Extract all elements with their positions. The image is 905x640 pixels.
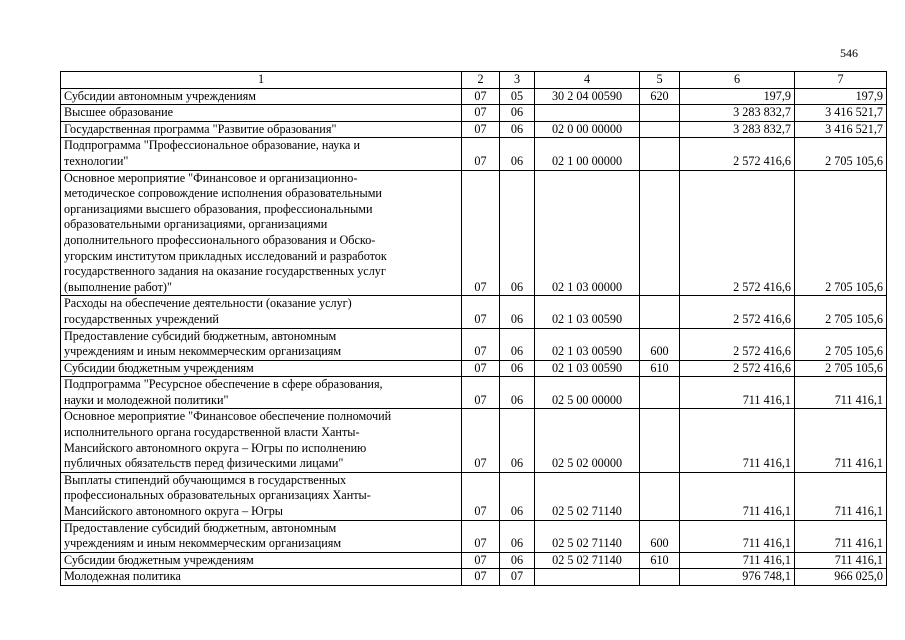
expense-type-cell: 600 bbox=[640, 328, 680, 360]
amount-year-2-cell: 3 416 521,7 bbox=[795, 105, 887, 122]
section-cell: 07 bbox=[462, 328, 500, 360]
row-name-cell bbox=[61, 121, 462, 138]
column-header-expense-type: 5 bbox=[640, 72, 680, 89]
target-article-cell: 02 5 02 71140 bbox=[535, 472, 640, 520]
amount-year-1-cell: 2 572 416,6 bbox=[680, 170, 795, 296]
column-header-target-article: 4 bbox=[535, 72, 640, 89]
amount-year-1-cell: 976 748,1 bbox=[680, 569, 795, 586]
amount-year-1-cell: 2 572 416,6 bbox=[680, 138, 795, 170]
amount-year-1-cell: 2 572 416,6 bbox=[680, 360, 795, 377]
expense-type-cell bbox=[640, 409, 680, 472]
section-cell: 07 bbox=[462, 121, 500, 138]
row-name-line: профессиональных образовательных организациях Ханты- bbox=[64, 488, 371, 503]
amount-year-1-cell: 711 416,1 bbox=[680, 520, 795, 552]
row-name-line: Субсидии автономным учреждениям bbox=[64, 88, 256, 103]
expense-type-cell bbox=[640, 105, 680, 122]
table-row bbox=[61, 552, 887, 569]
row-name-line: образовательными организациями, организациями bbox=[64, 217, 328, 232]
row-name-line: учреждениям и иным некоммерческим организациям bbox=[64, 536, 342, 551]
row-name-line: Предоставление субсидий бюджетным, автономным bbox=[64, 520, 337, 535]
row-name-line: науки и молодежной политики" bbox=[64, 392, 229, 407]
subsection-cell: 06 bbox=[500, 296, 535, 328]
row-name-line: государственных учреждений bbox=[64, 311, 219, 326]
subsection-cell: 07 bbox=[500, 569, 535, 586]
expense-type-cell bbox=[640, 138, 680, 170]
row-name-line: Мансийского автономного округа – Югры bbox=[64, 504, 283, 519]
subsection-cell: 06 bbox=[500, 552, 535, 569]
table-row bbox=[61, 105, 887, 122]
row-name-cell bbox=[61, 472, 462, 520]
amount-year-2-cell: 711 416,1 bbox=[795, 552, 887, 569]
target-article-cell: 02 5 02 00000 bbox=[535, 409, 640, 472]
amount-year-1-cell: 197,9 bbox=[680, 88, 795, 105]
section-cell: 07 bbox=[462, 296, 500, 328]
amount-year-2-cell: 2 705 105,6 bbox=[795, 296, 887, 328]
section-cell: 07 bbox=[462, 170, 500, 296]
target-article-cell: 02 1 03 00000 bbox=[535, 170, 640, 296]
row-name-line: организациями высшего образования, профессиональными bbox=[64, 201, 373, 216]
expense-type-cell bbox=[640, 121, 680, 138]
row-name-line: дополнительного профессионального образования и Обско- bbox=[64, 232, 376, 247]
target-article-cell: 02 1 03 00590 bbox=[535, 296, 640, 328]
row-name-line: учреждениям и иным некоммерческим организациям bbox=[64, 344, 342, 359]
subsection-cell: 06 bbox=[500, 328, 535, 360]
column-header-amount-year-2: 7 bbox=[795, 72, 887, 89]
table-row bbox=[61, 121, 887, 138]
section-cell: 07 bbox=[462, 360, 500, 377]
row-name-line: (выполнение работ)" bbox=[64, 279, 172, 294]
row-name-line: Основное мероприятие "Финансовое и организационно- bbox=[64, 170, 358, 185]
row-name-line: Субсидии бюджетным учреждениям bbox=[64, 360, 254, 375]
amount-year-2-cell: 711 416,1 bbox=[795, 377, 887, 409]
target-article-cell: 02 5 02 71140 bbox=[535, 520, 640, 552]
row-name-line: угорским институтом прикладных исследований и разработок bbox=[64, 248, 387, 263]
subsection-cell: 05 bbox=[500, 88, 535, 105]
expense-type-cell bbox=[640, 296, 680, 328]
target-article-cell: 02 5 00 00000 bbox=[535, 377, 640, 409]
expense-type-cell bbox=[640, 377, 680, 409]
subsection-cell: 06 bbox=[500, 360, 535, 377]
subsection-cell: 06 bbox=[500, 409, 535, 472]
amount-year-2-cell: 197,9 bbox=[795, 88, 887, 105]
subsection-cell: 06 bbox=[500, 377, 535, 409]
amount-year-2-cell: 3 416 521,7 bbox=[795, 121, 887, 138]
subsection-cell: 06 bbox=[500, 472, 535, 520]
expense-type-cell: 610 bbox=[640, 360, 680, 377]
expense-type-cell bbox=[640, 569, 680, 586]
page-number: 546 bbox=[840, 46, 858, 60]
row-name-cell bbox=[61, 520, 462, 552]
expense-type-cell: 620 bbox=[640, 88, 680, 105]
amount-year-2-cell: 2 705 105,6 bbox=[795, 138, 887, 170]
row-name-line: Расходы на обеспечение деятельности (оказание услуг) bbox=[64, 296, 352, 311]
table-row bbox=[61, 88, 887, 105]
amount-year-2-cell: 2 705 105,6 bbox=[795, 328, 887, 360]
subsection-cell: 06 bbox=[500, 170, 535, 296]
column-header-name: 1 bbox=[61, 72, 462, 89]
amount-year-1-cell: 2 572 416,6 bbox=[680, 328, 795, 360]
subsection-cell: 06 bbox=[500, 121, 535, 138]
table-header-row bbox=[61, 72, 887, 89]
row-name-cell bbox=[61, 409, 462, 472]
section-cell: 07 bbox=[462, 105, 500, 122]
target-article-cell bbox=[535, 105, 640, 122]
section-cell: 07 bbox=[462, 520, 500, 552]
table-row bbox=[61, 520, 887, 552]
table-row bbox=[61, 569, 887, 586]
row-name-line: Предоставление субсидий бюджетным, автономным bbox=[64, 328, 337, 343]
expense-type-cell: 600 bbox=[640, 520, 680, 552]
amount-year-2-cell: 711 416,1 bbox=[795, 472, 887, 520]
expense-type-cell: 610 bbox=[640, 552, 680, 569]
section-cell: 07 bbox=[462, 88, 500, 105]
table-row bbox=[61, 377, 887, 409]
amount-year-1-cell: 711 416,1 bbox=[680, 472, 795, 520]
row-name-line: Молодежная политика bbox=[64, 569, 181, 584]
amount-year-1-cell: 711 416,1 bbox=[680, 552, 795, 569]
amount-year-1-cell: 711 416,1 bbox=[680, 377, 795, 409]
expense-type-cell bbox=[640, 170, 680, 296]
target-article-cell: 02 5 02 71140 bbox=[535, 552, 640, 569]
row-name-line: Основное мероприятие "Финансовое обеспечение полномочий bbox=[64, 409, 392, 424]
row-name-line: Государственная программа "Развитие образования" bbox=[64, 121, 337, 136]
row-name-line: исполнительного органа государственной власти Ханты- bbox=[64, 425, 360, 440]
amount-year-2-cell: 966 025,0 bbox=[795, 569, 887, 586]
row-name-line: Высшее образование bbox=[64, 105, 174, 120]
amount-year-2-cell: 2 705 105,6 bbox=[795, 170, 887, 296]
target-article-cell: 02 1 00 00000 bbox=[535, 138, 640, 170]
row-name-line: Подпрограмма "Профессиональное образование, наука и bbox=[64, 138, 360, 153]
target-article-cell: 02 1 03 00590 bbox=[535, 328, 640, 360]
row-name-line: Мансийского автономного округа – Югры по исполнению bbox=[64, 440, 367, 455]
row-name-cell bbox=[61, 377, 462, 409]
row-name-line: государственного задания на оказание государственных услуг bbox=[64, 264, 386, 279]
amount-year-2-cell: 711 416,1 bbox=[795, 409, 887, 472]
amount-year-1-cell: 3 283 832,7 bbox=[680, 121, 795, 138]
column-header-subsection: 3 bbox=[500, 72, 535, 89]
table-row bbox=[61, 170, 887, 296]
target-article-cell: 30 2 04 00590 bbox=[535, 88, 640, 105]
table-row bbox=[61, 409, 887, 472]
row-name-cell bbox=[61, 170, 462, 296]
column-header-section: 2 bbox=[462, 72, 500, 89]
section-cell: 07 bbox=[462, 569, 500, 586]
row-name-line: публичных обязательств перед физическими лицами" bbox=[64, 456, 344, 471]
target-article-cell: 02 0 00 00000 bbox=[535, 121, 640, 138]
row-name-line: методическое сопровождение исполнения образовательными bbox=[64, 186, 382, 201]
row-name-line: технологии" bbox=[64, 153, 129, 168]
row-name-cell bbox=[61, 360, 462, 377]
table-row bbox=[61, 138, 887, 170]
amount-year-2-cell: 711 416,1 bbox=[795, 520, 887, 552]
row-name-cell bbox=[61, 105, 462, 122]
section-cell: 07 bbox=[462, 472, 500, 520]
expense-type-cell bbox=[640, 472, 680, 520]
amount-year-1-cell: 2 572 416,6 bbox=[680, 296, 795, 328]
row-name-cell bbox=[61, 88, 462, 105]
subsection-cell: 06 bbox=[500, 520, 535, 552]
table-row bbox=[61, 296, 887, 328]
row-name-cell bbox=[61, 569, 462, 586]
section-cell: 07 bbox=[462, 138, 500, 170]
column-header-amount-year-1: 6 bbox=[680, 72, 795, 89]
row-name-cell bbox=[61, 328, 462, 360]
amount-year-1-cell: 3 283 832,7 bbox=[680, 105, 795, 122]
row-name-cell bbox=[61, 296, 462, 328]
table-row bbox=[61, 328, 887, 360]
row-name-line: Подпрограмма "Ресурсное обеспечение в сфере образования, bbox=[64, 377, 383, 392]
row-name-cell bbox=[61, 138, 462, 170]
budget-table bbox=[60, 71, 887, 586]
section-cell: 07 bbox=[462, 552, 500, 569]
amount-year-1-cell: 711 416,1 bbox=[680, 409, 795, 472]
row-name-line: Выплаты стипендий обучающимся в государственных bbox=[64, 472, 347, 487]
amount-year-2-cell: 2 705 105,6 bbox=[795, 360, 887, 377]
target-article-cell bbox=[535, 569, 640, 586]
section-cell: 07 bbox=[462, 377, 500, 409]
table-row bbox=[61, 360, 887, 377]
subsection-cell: 06 bbox=[500, 105, 535, 122]
row-name-cell bbox=[61, 552, 462, 569]
table-row bbox=[61, 472, 887, 520]
target-article-cell: 02 1 03 00590 bbox=[535, 360, 640, 377]
subsection-cell: 06 bbox=[500, 138, 535, 170]
section-cell: 07 bbox=[462, 409, 500, 472]
row-name-line: Субсидии бюджетным учреждениям bbox=[64, 552, 254, 567]
